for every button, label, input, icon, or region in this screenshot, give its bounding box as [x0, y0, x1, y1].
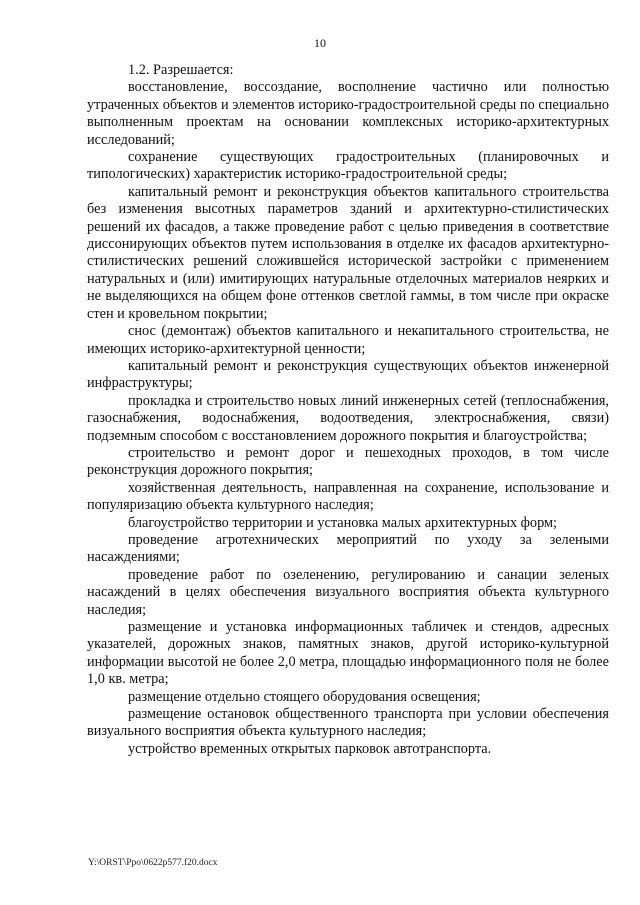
paragraph: снос (демонтаж) объектов капитального и некапитального строительства, не имеющих историко-архитектурной ценности;: [87, 323, 609, 357]
section-heading: 1.2. Разрешается:: [128, 62, 234, 78]
footer-file-path: Y:\ORST\Ppo\0622p577.f20.docx: [88, 858, 218, 868]
paragraph: капитальный ремонт и реконструкция существующих объектов инженерной инфраструктуры;: [87, 357, 609, 392]
paragraph: устройство временных открытых парковок автотранспорта.: [128, 740, 492, 757]
paragraph: размещение отдельно стоящего оборудования освещения;: [128, 688, 481, 705]
document-body: [87, 62, 609, 758]
paragraph: сохранение существующих градостроительных (планировочных и типологических) характеристик историко-градостроительной среды;: [87, 149, 609, 183]
page-number: 10: [314, 36, 326, 50]
paragraph: размещение и установка информационных табличек и стендов, адресных указателей, дорожных знаков, памятных знаков, другой историко-культурной информации высотой не более 2,0 метра, площадью информационного поля не более 1,0 кв. метра;: [87, 619, 609, 688]
paragraph: благоустройство территории и установка малых архитектурных форм;: [128, 514, 558, 531]
paragraph: проведение работ по озеленению, регулированию и санации зеленых насаждений в целях обеспечения визуального восприятия объекта культурного наследия;: [87, 566, 609, 618]
paragraph: проведение агротехнических мероприятий по уходу за зелеными насаждениями;: [87, 531, 609, 566]
paragraph: восстановление, воссоздание, восполнение частично или полностью утраченных объектов и элементов историко-градостроительной среды по специально выполненным проектам на основании комплексных историко-архитектурных исследований;: [87, 79, 609, 148]
paragraph: хозяйственная деятельность, направленная на сохранение, использование и популяризацию объекта культурного наследия;: [87, 479, 609, 514]
paragraph: размещение остановок общественного транспорта при условии обеспечения визуального восприятия объекта культурного наследия;: [87, 706, 609, 740]
paragraph: капитальный ремонт и реконструкция объектов капитального строительства без изменения высотных параметров зданий и архитектурно-стилистических решений их фасадов, а также проведение работ с целью приведения в соответствие диссонирующих объектов путем использования в отделке их фасадов архитектурно-стилистических решений сложившейся исторической застройки с применением натуральных и (или) имитирующих натуральные отделочных материалов неярких и не выделяющихся на общем фоне оттенков светлой гаммы, в том числе при окраске стен и кровельном покрытии;: [87, 183, 609, 322]
paragraph: строительство и ремонт дорог и пешеходных проходов, в том числе реконструкция дорожного покрытия;: [87, 444, 609, 479]
paragraph: прокладка и строительство новых линий инженерных сетей (теплоснабжения, газоснабжения, водоснабжения, водоотведения, электроснабжения, связи) подземным способом с восстановлением дорожного покрытия и благоустройства;: [87, 392, 609, 444]
